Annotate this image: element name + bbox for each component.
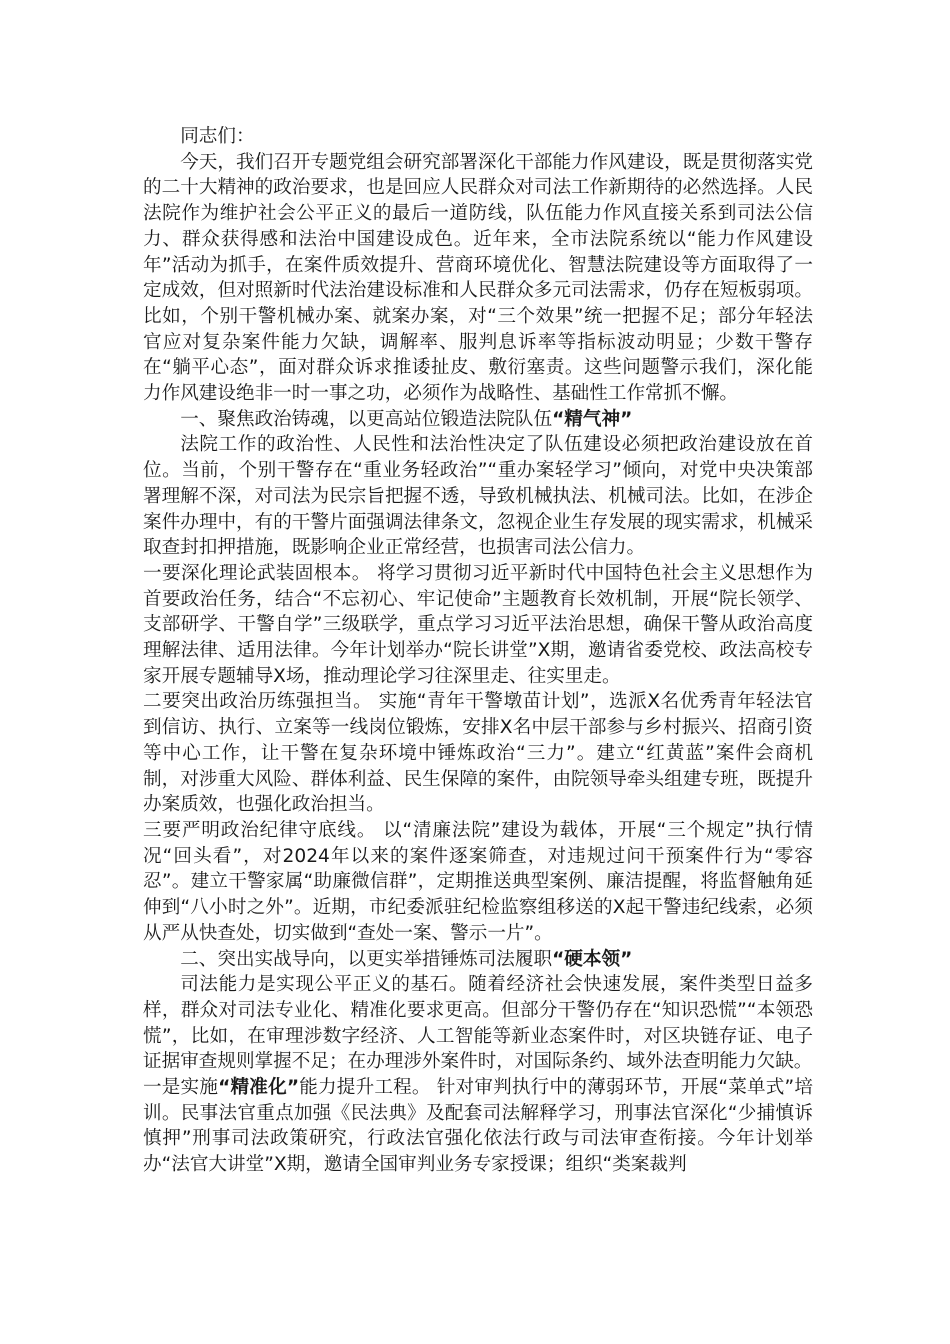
section2-heading-main: 二、突出实战导向，以更实举措锤炼司法履职 (180, 948, 553, 970)
salutation: 同志们： (180, 126, 255, 147)
section1-paragraph: 法院工作的政治性、人民性和法治性决定了队伍建设必须把政治建设放在首位。当前，个别干警存在“重业务轻政治”“重办案轻学习”倾向，对党中央决策部署理解不深，对司法为民宗旨把握不透，导致机械执法、机械司法。比如，在涉企案件办理中，有的干警片面强调法律条文，忽视企业生存发展的现实需求，机械采取查封扣押措施，既影响企业正常经营，也损害司法公信力。 (143, 434, 813, 559)
section2-item-1 (143, 1075, 813, 1178)
intro-paragraph: 今天，我们召开专题党组会研究部署深化干部能力作风建设，既是贯彻落实党的二十大精神的政治要求，也是回应人民群众对司法工作新期待的必然选择。人民法院作为维护社会公平正义的最后一道防线，队伍能力作风直接关系到司法公信力、群众获得感和法治中国建设成色。近年来，全市法院系统以“能力作风建设年”活动为抓手，在案件质效提升、营商环境优化、智慧法院建设等方面取得了一定成效，但对照新时代法治建设标准和人民群众多元司法需求，仍存在短板弱项。比如，个别干警机械办案、就案办案，对“三个效果”统一把握不足；部分年轻法官应对复杂案件能力欠缺，调解率、服判息诉率等指标波动明显；少数干警存在“躺平心态”，面对群众诉求推诿扯皮、敷衍塞责。这些问题警示我们，深化能力作风建设绝非一时一事之功，必须作为战略性、基础性工作常抓不懈。 (143, 151, 813, 405)
section2-item-1-lead-a: 一是实施 (143, 1077, 219, 1099)
section2-paragraph: 司法能力是实现公平正义的基石。随着经济社会快速发展，案件类型日益多样，群众对司法专业化、精准化要求更高。但部分干警仍存在“知识恐慌”“本领恐慌”，比如，在审理涉数字经济、人工智能等新业态案件时，对区块链存证、电子证据审查规则掌握不足；在办理涉外案件时，对国际条约、域外法查明能力欠缺。 (143, 974, 813, 1073)
section1-heading (143, 407, 813, 433)
section2-heading (143, 947, 813, 973)
document-body (143, 124, 813, 1178)
section2-item-1-lead-b: 能力提升工程。 (299, 1077, 431, 1099)
section1-heading-main: 一、聚焦政治铸魂，以更高站位锻造法院队伍 (180, 408, 553, 430)
section2-item-1-lead-emphasis: “精准化” (218, 1077, 300, 1099)
section1-item-2: 二要突出政治历练强担当。 实施“青年干警墩苗计划”，选派X名优秀青年轻法官到信访、执行、立案等一线岗位锻炼，安排X名中层干部参与乡村振兴、招商引资等中心工作，让干警在复杂环境中锤炼政治“三力”。建立“红黄蓝”案件会商机制，对涉重大风险、群体利益、民生保障的案件，由院领导牵头组建专班，既提升办案质效，也强化政治担当。 (143, 691, 813, 816)
section1-heading-emphasis: “精气神” (552, 408, 633, 430)
section2-heading-emphasis: “硬本领” (552, 948, 633, 970)
section1-item-1: 一要深化理论武装固根本。 将学习贯彻习近平新时代中国特色社会主义思想作为首要政治任务，结合“不忘初心、牢记使命”主题教育长效机制，开展“院长领学、支部研学、干警自学”三级联学，重点学习习近平法治思想，确保干警从政治高度理解法律、适用法律。今年计划举办“院长讲堂”X期，邀请省委党校、政法高校专家开展专题辅导X场，推动理论学习往深里走、往实里走。 (143, 562, 813, 687)
section1-item-3: 三要严明政治纪律守底线。 以“清廉法院”建设为载体，开展“三个规定”执行情况“回头看”，对2024年以来的案件逐案筛查，对违规过问干预案件行为“零容忍”。建立干警家属“助廉微信群”，定期推送典型案例、廉洁提醒，将监督触角延伸到“八小时之外”。近期，市纪委派驻纪检监察组移送的X起干警违纪线索，必须从严从快查处，切实做到“查处一案、警示一片”。 (143, 819, 813, 944)
section2-item-1-text: 针对审判执行中的薄弱环节，开展“菜单式”培训。民事法官重点加强《民法典》及配套司法解释学习，刑事法官深化“少捕慎诉慎押”刑事司法政策研究，行政法官强化依法行政与司法审查衔接。今年计划举办“法官大讲堂”X期，邀请全国审判业务专家授课；组织“类案裁判 (143, 1077, 813, 1176)
